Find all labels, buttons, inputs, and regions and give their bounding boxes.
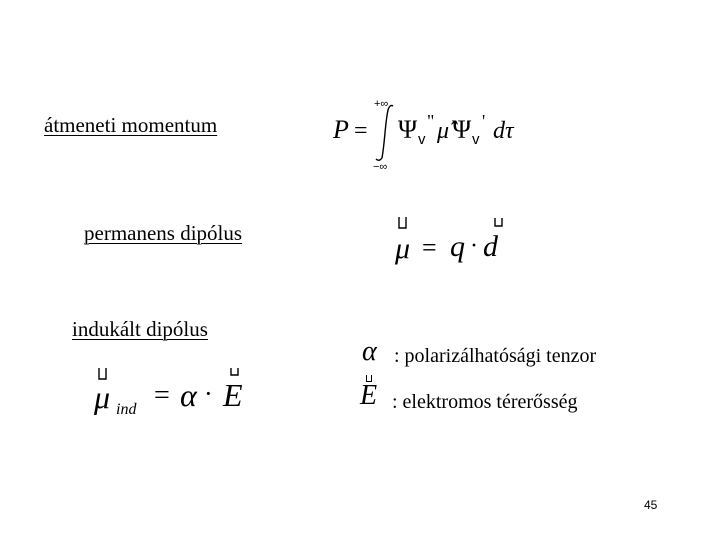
symbol-e: E	[223, 377, 243, 413]
prime-initial: '	[482, 111, 486, 131]
prime-final: "	[427, 111, 435, 131]
lower-limit: −∞	[373, 161, 388, 173]
subscript-ind: ind	[116, 401, 137, 418]
definition-polarizability-text: : polarizálhatósági tenzor	[394, 345, 597, 367]
vector-mark-icon	[231, 368, 238, 375]
symbol-mu: μ	[94, 379, 111, 415]
formula-permanent-dipole	[392, 214, 522, 274]
definition-field-symbol: E	[360, 380, 378, 411]
symbol-alpha: α	[180, 377, 197, 413]
psi-initial: Ψ	[452, 115, 472, 144]
vector-mark-icon	[495, 218, 502, 226]
operator-mu: μ̂	[437, 118, 450, 144]
formula-transition-moment	[330, 96, 530, 176]
symbol-d: d	[483, 230, 498, 263]
formula-induced-dipole	[92, 362, 262, 422]
label-induced-dipole: indukált dipólus	[72, 317, 208, 341]
definition-field-text: : elektromos térerősség	[392, 391, 578, 413]
dot-operator: ·	[470, 233, 478, 259]
upper-limit: +∞	[374, 98, 389, 110]
page-number: 45	[644, 498, 658, 512]
equals-sign: =	[422, 233, 437, 262]
symbol-mu: μ	[395, 232, 411, 265]
definition-alpha-symbol: α	[362, 336, 377, 367]
vector-mark-icon	[99, 368, 106, 379]
label-transition-moment: átmeneti momentum	[44, 113, 218, 137]
state-initial: v	[472, 131, 480, 148]
formula-transition-svg	[330, 96, 530, 176]
label-permanent-dipole: permanens dipólus	[84, 221, 243, 245]
equals-sign: =	[154, 380, 170, 411]
symbol-q: q	[450, 230, 465, 263]
formula-p: P	[333, 115, 349, 144]
psi-final: Ψ	[398, 115, 418, 144]
integral-icon	[376, 106, 393, 161]
state-final: v	[418, 131, 426, 148]
dot-operator: ·	[204, 379, 213, 408]
differential: dτ	[493, 118, 514, 144]
formula-equals: =	[354, 118, 368, 144]
formula-induced-svg	[92, 362, 262, 422]
vector-mark-icon	[399, 217, 406, 228]
formula-permanent-svg	[392, 214, 522, 274]
